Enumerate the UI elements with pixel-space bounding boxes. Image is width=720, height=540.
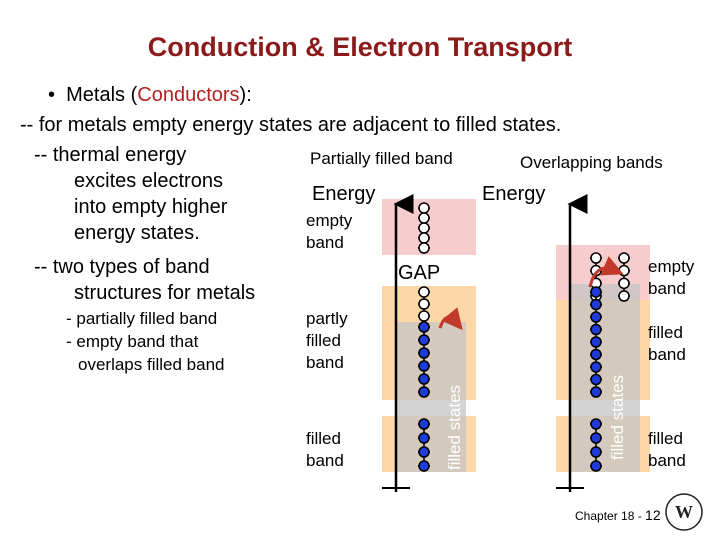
right-empty-label: empty band	[648, 257, 695, 298]
empty-state	[619, 253, 629, 263]
filled-state	[591, 300, 601, 310]
filled-state	[591, 387, 601, 397]
filled-state	[419, 461, 429, 471]
filled-state	[419, 322, 429, 332]
filled-state	[419, 361, 429, 371]
filled-state	[591, 287, 601, 297]
filled-state	[419, 433, 429, 443]
empty-state	[419, 287, 429, 297]
footer	[575, 507, 661, 523]
empty-state	[419, 213, 429, 223]
empty-state	[591, 253, 601, 263]
right-filled-upper-label: filled band	[648, 323, 686, 364]
right-filled-lower-label: filled band	[648, 429, 686, 470]
wiley-logo-icon	[666, 494, 702, 530]
text-sub-2: - empty band that	[66, 332, 199, 351]
filled-state	[419, 447, 429, 457]
filled-state	[591, 447, 601, 457]
filled-state	[419, 348, 429, 358]
right-filled-states-label: filled states	[608, 374, 627, 460]
text-thermal-2: excites electrons	[74, 170, 223, 192]
gap-label: GAP	[398, 262, 441, 284]
text-types-2: structures for metals	[74, 282, 256, 304]
filled-state	[591, 337, 601, 347]
text-thermal-3: into empty higher	[74, 196, 228, 218]
bullet-prefix: Metals (	[66, 84, 138, 106]
filled-state	[591, 419, 601, 429]
bullet-suffix: ):	[239, 84, 252, 106]
right-energy-label: Energy	[482, 183, 546, 205]
filled-state	[591, 312, 601, 322]
right-filled-states-fill	[570, 284, 640, 472]
filled-state	[419, 387, 429, 397]
filled-state	[591, 461, 601, 471]
filled-state	[591, 362, 601, 372]
empty-state	[419, 243, 429, 253]
empty-state	[619, 291, 629, 301]
left-filled-states-label: filled states	[445, 384, 464, 470]
filled-state	[591, 375, 601, 385]
filled-state	[591, 325, 601, 335]
left-empty-label: empty band	[306, 211, 353, 252]
svg-text:W: W	[675, 502, 693, 522]
bullet-marker: •	[48, 84, 56, 106]
footer-page: 12	[645, 507, 661, 523]
empty-state	[419, 311, 429, 321]
filled-state	[419, 374, 429, 384]
text-sub-1: - partially filled band	[66, 309, 218, 328]
left-partly-label: partly filled band	[306, 309, 348, 372]
empty-state	[619, 278, 629, 288]
empty-state	[419, 203, 429, 213]
filled-state	[419, 335, 429, 345]
empty-state	[419, 223, 429, 233]
page-title: Conduction & Electron Transport	[147, 32, 573, 62]
text-types-1: -- two types of band	[34, 256, 210, 278]
empty-state	[419, 233, 429, 243]
text-sub-3: overlaps filled band	[78, 355, 225, 374]
text-line-1: -- for metals empty energy states are adjacent to filled states.	[20, 114, 562, 136]
empty-state	[619, 266, 629, 276]
filled-state	[591, 433, 601, 443]
filled-state	[591, 350, 601, 360]
left-diagram-header: Partially filled band	[310, 149, 453, 168]
text-thermal-4: energy states.	[74, 222, 200, 244]
text-thermal-1: -- thermal energy	[34, 144, 187, 166]
bullet-highlight: Conductors	[137, 84, 240, 106]
left-energy-label: Energy	[312, 183, 376, 205]
footer-chapter: Chapter 18 -	[575, 509, 642, 523]
right-diagram-header: Overlapping bands	[520, 153, 663, 172]
left-filled-label: filled band	[306, 429, 344, 470]
filled-state	[419, 419, 429, 429]
empty-state	[419, 299, 429, 309]
